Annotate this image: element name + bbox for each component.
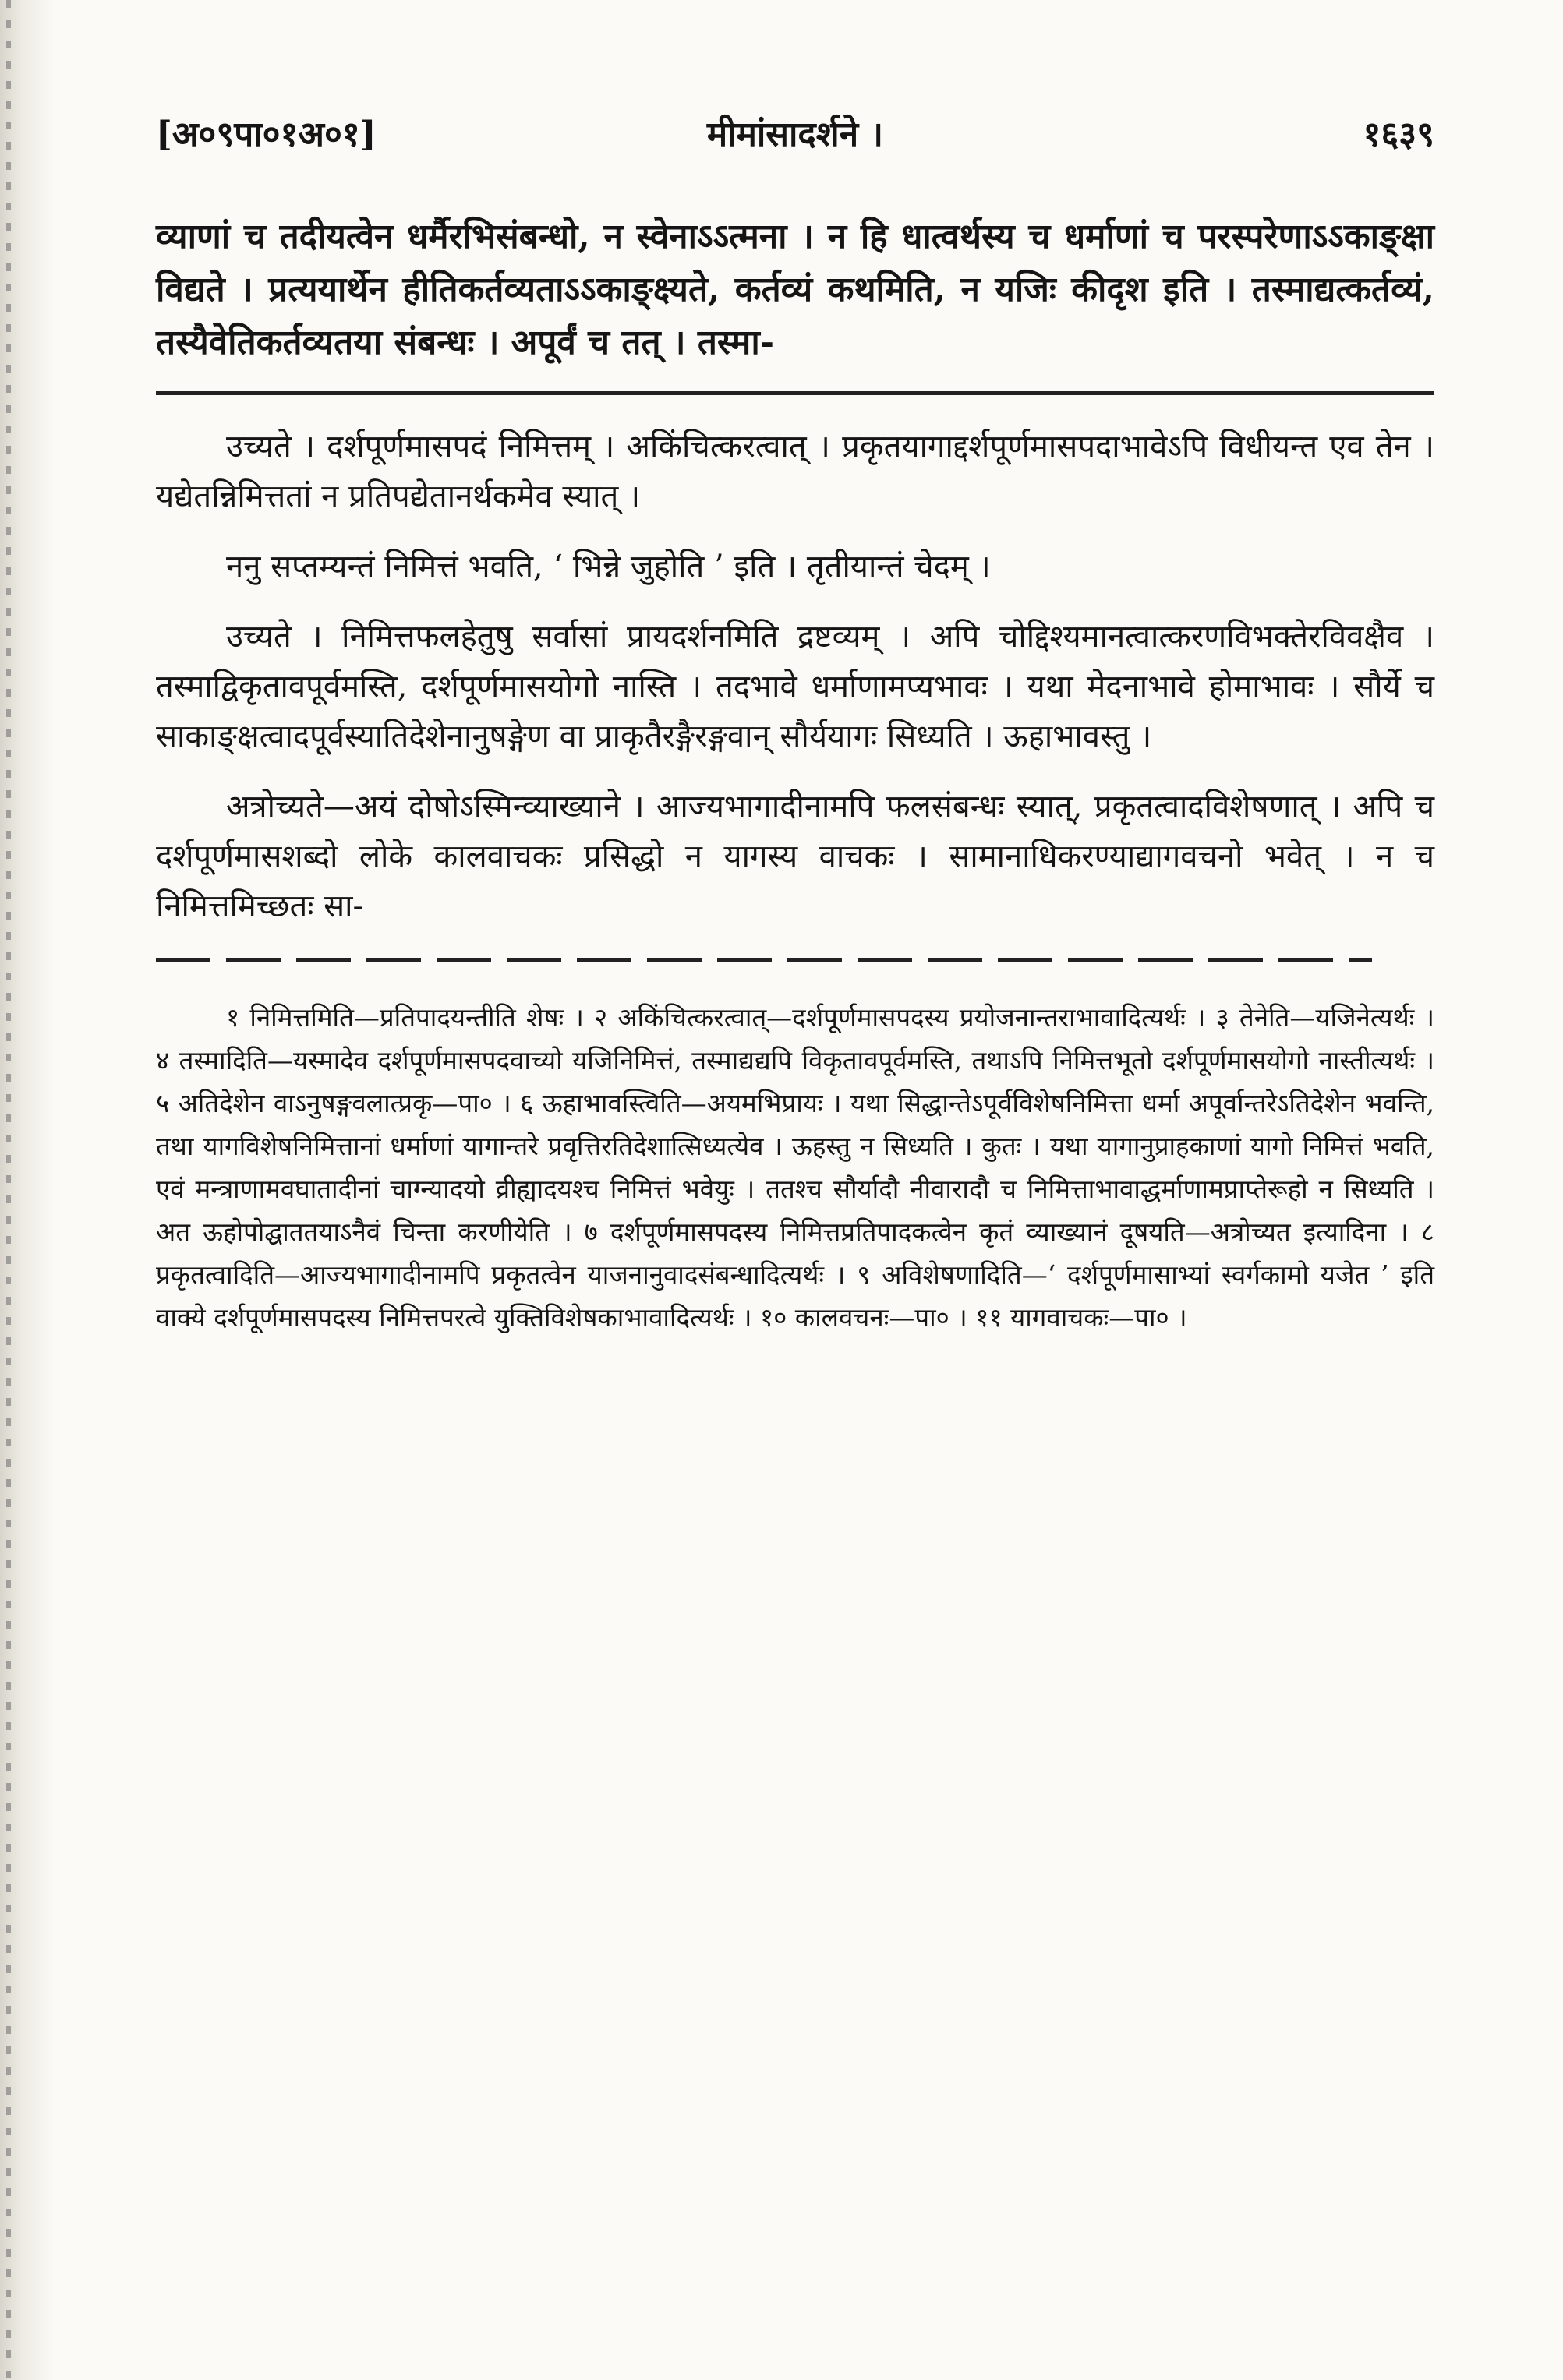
commentary-continued: व्याणां च तदीयत्वेन धर्मैरभिसंबन्धो, न स्वेनाऽऽत्मना । न हि धात्वर्थस्य च धर्माणां च परस्परेणाऽऽकाङ्क्षा विद्यते । प्रत्ययार्थेन हीतिकर्तव्यताऽऽकाङ्क्ष्यते, कर्तव्यं कथमिति, न यजिः कीदृश इति । तस्माद्यत्कर्तव्यं, तस्यैवेतिकर्तव्यतया संबन्धः । अपूर्वं च तत् । तस्मा- xyxy=(156,217,1434,362)
paragraph-4: अत्रोच्यते—अयं दोषोऽस्मिन्व्याख्याने । आज्यभागादीनामपि फलसंबन्धः स्यात्, प्रकृतत्वादविशेषणात् । अपि च दर्शपूर्णमासशब्दो लोके कालवाचकः प्रसिद्धो न यागस्य वाचकः । सामानाधिकरण्याद्यागवचनो भवेत् । न च निमित्तमिच्छतः सा- xyxy=(156,789,1434,924)
paragraph-3: उच्यते । निमित्तफलहेतुषु सर्वासां प्रायदर्शनमिति द्रष्टव्यम् । अपि चोद्दिश्यमानत्वात्करणविभक्तेरविवक्षैव । तस्माद्विकृतावपूर्वमस्ति, दर्शपूर्णमासयोगो नास्ति । तदभावे धर्माणामप्यभावः । यथा मेदनाभावे होमाभावः । सौर्ये च साकाङ्क्षत्वादपूर्वस्यातिदेशेनानुषङ्गेण वा प्राकृतैरङ्गैरङ्गवान् सौर्ययागः सिध्यति । ऊहाभावस्तु । xyxy=(156,619,1434,754)
page xyxy=(156,109,1434,1365)
section-divider xyxy=(156,391,1434,395)
paragraph-1: उच्यते । दर्शपूर्णमासपदं निमित्तम् । अकिंचित्करत्वात् । प्रकृतयागाद्दर्शपूर्णमासपदाभावेऽपि विधीयन्त एव तेन । यद्येतन्निमित्ततां न प्रतिपद्येतानर्थकमेव स्यात् । xyxy=(156,429,1434,514)
footnotes: १ निमित्तमिति—प्रतिपादयन्तीति शेषः । २ अकिंचित्करत्वात्—दर्शपूर्णमासपदस्य प्रयोजनान्तराभावादित्यर्थः । ३ तेनेति—यजिनेत्यर्थः । ४ तस्मादिति—यस्मादेव दर्शपूर्णमासपदवाच्यो यजिनिमित्तं, तस्माद्यद्यपि विकृतावपूर्वमस्ति, तथाऽपि निमित्तभूतो दर्शपूर्णमासयोगो नास्तीत्यर्थः । ५ अतिदेशेन वाऽनुषङ्गवलात्प्रकृ—पा० । ६ ऊहाभावस्त्विति—अयमभिप्रायः । यथा सिद्धान्तेऽपूर्वविशेषनिमित्ता धर्मा अपूर्वान्तरेऽतिदेशेन भवन्ति, तथा यागविशेषनिमित्तानां धर्माणां यागान्तरे प्रवृत्तिरतिदेशात्सिध्यत्येव । ऊहस्तु न सिध्यति । कुतः । यथा यागानुप्राहकाणां यागो निमित्तं भवति, एवं मन्त्राणामवघातादीनां चाग्न्यादयो व्रीह्यादयश्च निमित्तं भवेयुः । ततश्च सौर्यादौ नीवारादौ च निमित्ताभावाद्धर्माणामप्राप्तेरूहो न सिध्यति । अत ऊहोपोद्घाततयाऽनैवं चिन्ता करणीयेति । ७ दर्शपूर्णमासपदस्य निमित्तप्रतिपादकत्वेन कृतं व्याख्यानं दूषयति—अत्रोच्यत इत्यादिना । ८ प्रकृतत्वादिति—आज्यभागादीनामपि प्रकृतत्वेन याजनानुवादसंबन्धादित्यर्थः । ९ अविशेषणादिति—‘ दर्शपूर्णमासाभ्यां स्वर्गकामो यजेत ’ इति वाक्ये दर्शपूर्णमासपदस्य निमित्तपरत्वे युक्तिविशेषकाभावादित्यर्थः । १० कालवचनः—पा० । ११ यागवाचकः—पा० । xyxy=(156,1002,1434,1333)
binding-edge xyxy=(0,0,55,2380)
paragraph-2: ननु सप्तम्यन्तं निमित्तं भवति, ‘ भिन्ने जुहोति ’ इति । तृतीयान्तं चेदम् । xyxy=(226,549,991,584)
running-header xyxy=(156,109,1434,164)
page-number: १६३९ xyxy=(1363,115,1434,154)
header-chapter-ref: [अ०९पा०१अ०१] xyxy=(156,115,377,154)
footnote-divider xyxy=(156,958,1372,962)
header-title: मीमांसादर्शने । xyxy=(706,115,884,154)
